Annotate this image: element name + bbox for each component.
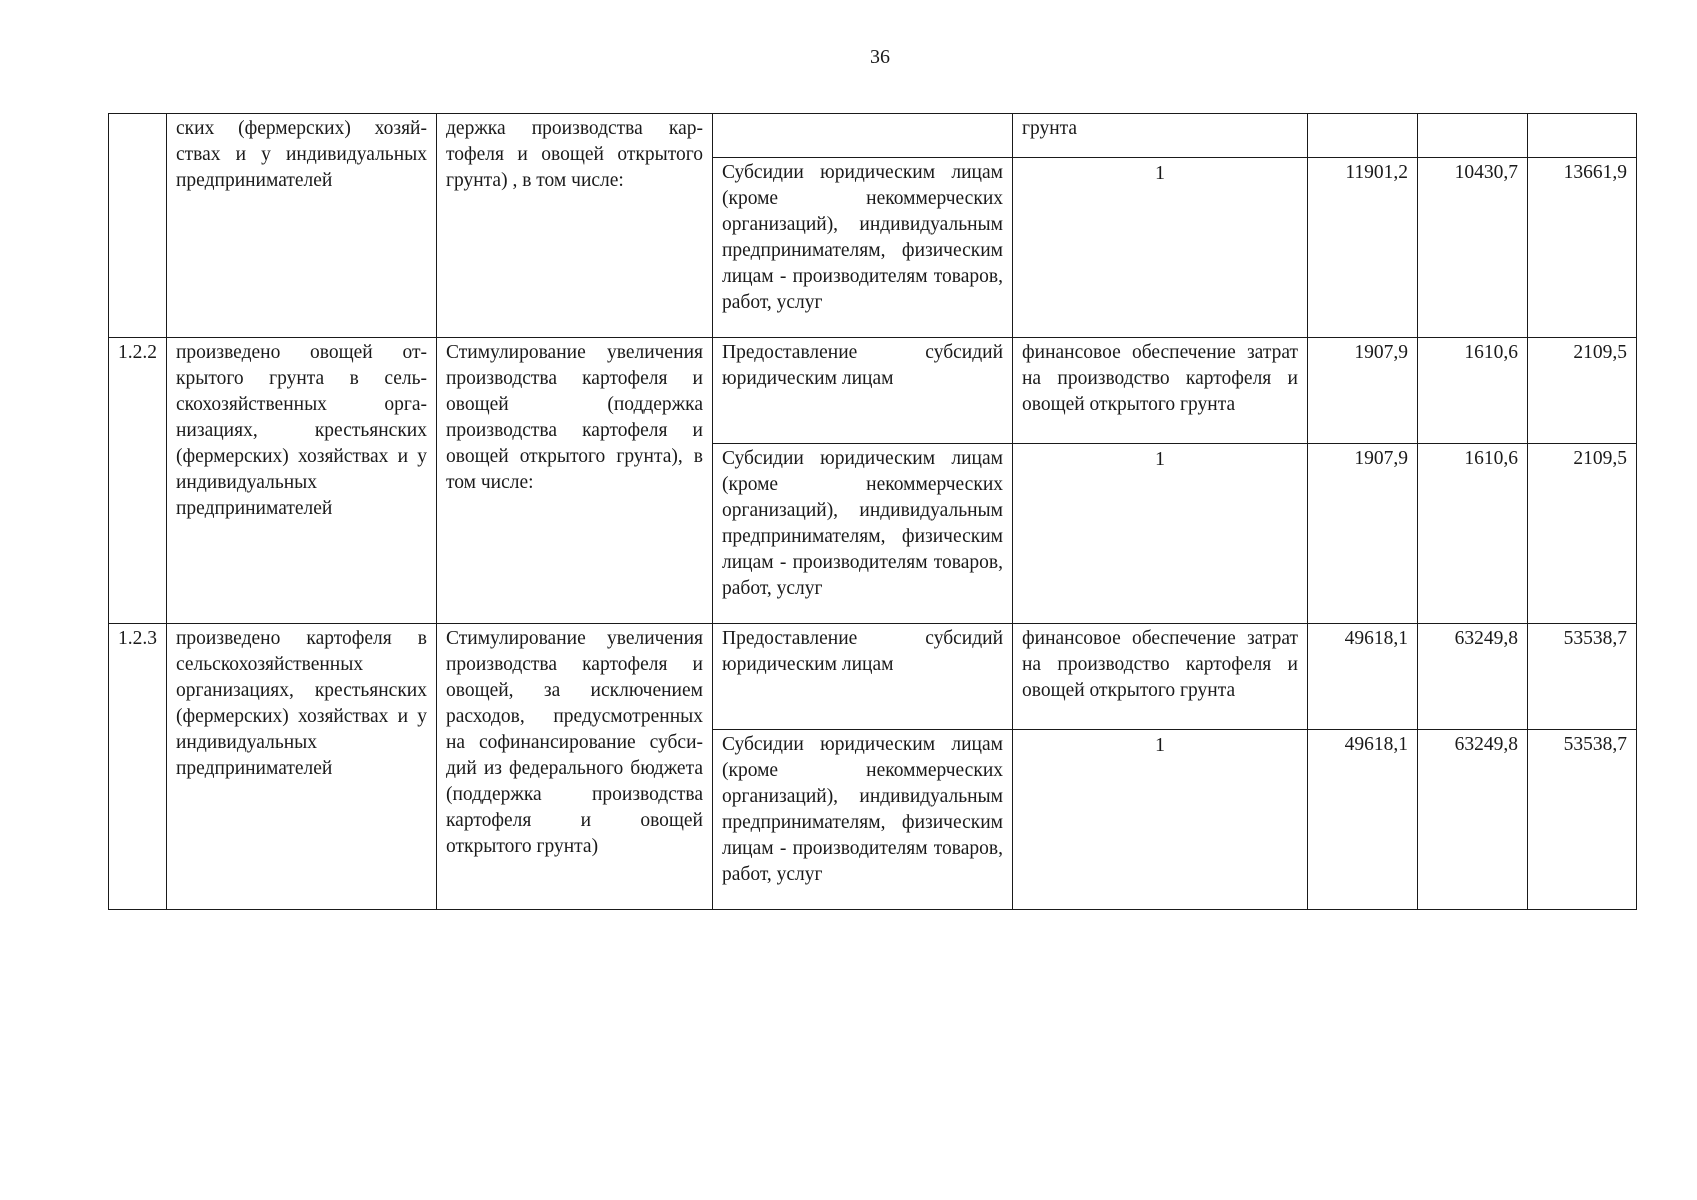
value-2023-cell: 1907,9 bbox=[1308, 444, 1418, 624]
table-row bbox=[109, 624, 1637, 730]
value-2025-cell: 53538,7 bbox=[1528, 624, 1637, 730]
purpose-cell: грунта bbox=[1013, 114, 1308, 158]
row-number-cell: 1.2.2 bbox=[109, 338, 167, 624]
purpose-cell: финансовое обеспечение затрат на производство картофеля и овощей открытого грунта bbox=[1013, 338, 1308, 444]
subsidy-code: 1 bbox=[1155, 734, 1165, 756]
value-cell bbox=[1528, 114, 1637, 158]
indicator-cell: ских (фермерских) хозяйствах и у индивидуальных предпринимателей bbox=[167, 114, 437, 338]
measure-cell: Стимулирование увеличения производства картофеля и овощей, за исключением расходов, предусмотренных на софинансирование субсидий из федерального бюджета (поддержка производства картофеля и овощей открытого грунта) bbox=[437, 624, 713, 910]
table-row bbox=[109, 338, 1637, 444]
page-number: 36 bbox=[870, 46, 890, 68]
subsidy-code-cell bbox=[1013, 730, 1308, 910]
subsidy-code: 1 bbox=[1155, 162, 1165, 184]
table-row bbox=[109, 114, 1637, 158]
mechanism-cell bbox=[713, 114, 1013, 158]
indicator-cell: произведено картофеля в сельскохозяйственных организациях, крестьянских (фермерских) хозяйствах и у индивидуальных предпринимателей bbox=[167, 624, 437, 910]
value-2023-cell: 49618,1 bbox=[1308, 624, 1418, 730]
purpose-cell: финансовое обеспечение затрат на производство картофеля и овощей открытого грунта bbox=[1013, 624, 1308, 730]
subsidy-code-cell bbox=[1013, 444, 1308, 624]
program-table bbox=[108, 113, 1637, 910]
value-2024-cell: 1610,6 bbox=[1418, 338, 1528, 444]
value-cell bbox=[1308, 114, 1418, 158]
subsidy-code-cell bbox=[1013, 158, 1308, 338]
value-2025-cell: 13661,9 bbox=[1528, 158, 1637, 338]
subsidy-description-cell: Субсидии юридическим лицам (кроме некоммерческих организаций), индивидуальным предпринимателям, физическим лицам - производителям товаров, работ, услуг bbox=[713, 158, 1013, 338]
measure-cell: держка производства картофеля и овощей открытого грунта) , в том числе: bbox=[437, 114, 713, 338]
value-2025-cell: 53538,7 bbox=[1528, 730, 1637, 910]
subsidy-code: 1 bbox=[1155, 448, 1165, 470]
value-2024-cell: 63249,8 bbox=[1418, 624, 1528, 730]
value-2023-cell: 49618,1 bbox=[1308, 730, 1418, 910]
indicator-cell: произведено овощей открытого грунта в сельскохозяйственных организациях, крестьянских (фермерских) хозяйствах и у индивидуальных предпринимателей bbox=[167, 338, 437, 624]
value-2024-cell: 63249,8 bbox=[1418, 730, 1528, 910]
value-2025-cell: 2109,5 bbox=[1528, 338, 1637, 444]
value-cell bbox=[1418, 114, 1528, 158]
mechanism-cell: Предоставление субсидий юридическим лицам bbox=[713, 338, 1013, 444]
value-2023-cell: 1907,9 bbox=[1308, 338, 1418, 444]
subsidy-description-cell: Субсидии юридическим лицам (кроме некоммерческих организаций), индивидуальным предпринимателям, физическим лицам - производителям товаров, работ, услуг bbox=[713, 730, 1013, 910]
row-number-cell bbox=[109, 114, 167, 338]
row-number-cell: 1.2.3 bbox=[109, 624, 167, 910]
mechanism-cell: Предоставление субсидий юридическим лицам bbox=[713, 624, 1013, 730]
value-2024-cell: 1610,6 bbox=[1418, 444, 1528, 624]
measure-cell: Стимулирование увеличения производства картофеля и овощей (поддержка производства картофеля и овощей открытого грунта), в том числе: bbox=[437, 338, 713, 624]
subsidy-description-cell: Субсидии юридическим лицам (кроме некоммерческих организаций), индивидуальным предпринимателям, физическим лицам - производителям товаров, работ, услуг bbox=[713, 444, 1013, 624]
value-2023-cell: 11901,2 bbox=[1308, 158, 1418, 338]
value-2024-cell: 10430,7 bbox=[1418, 158, 1528, 338]
value-2025-cell: 2109,5 bbox=[1528, 444, 1637, 624]
